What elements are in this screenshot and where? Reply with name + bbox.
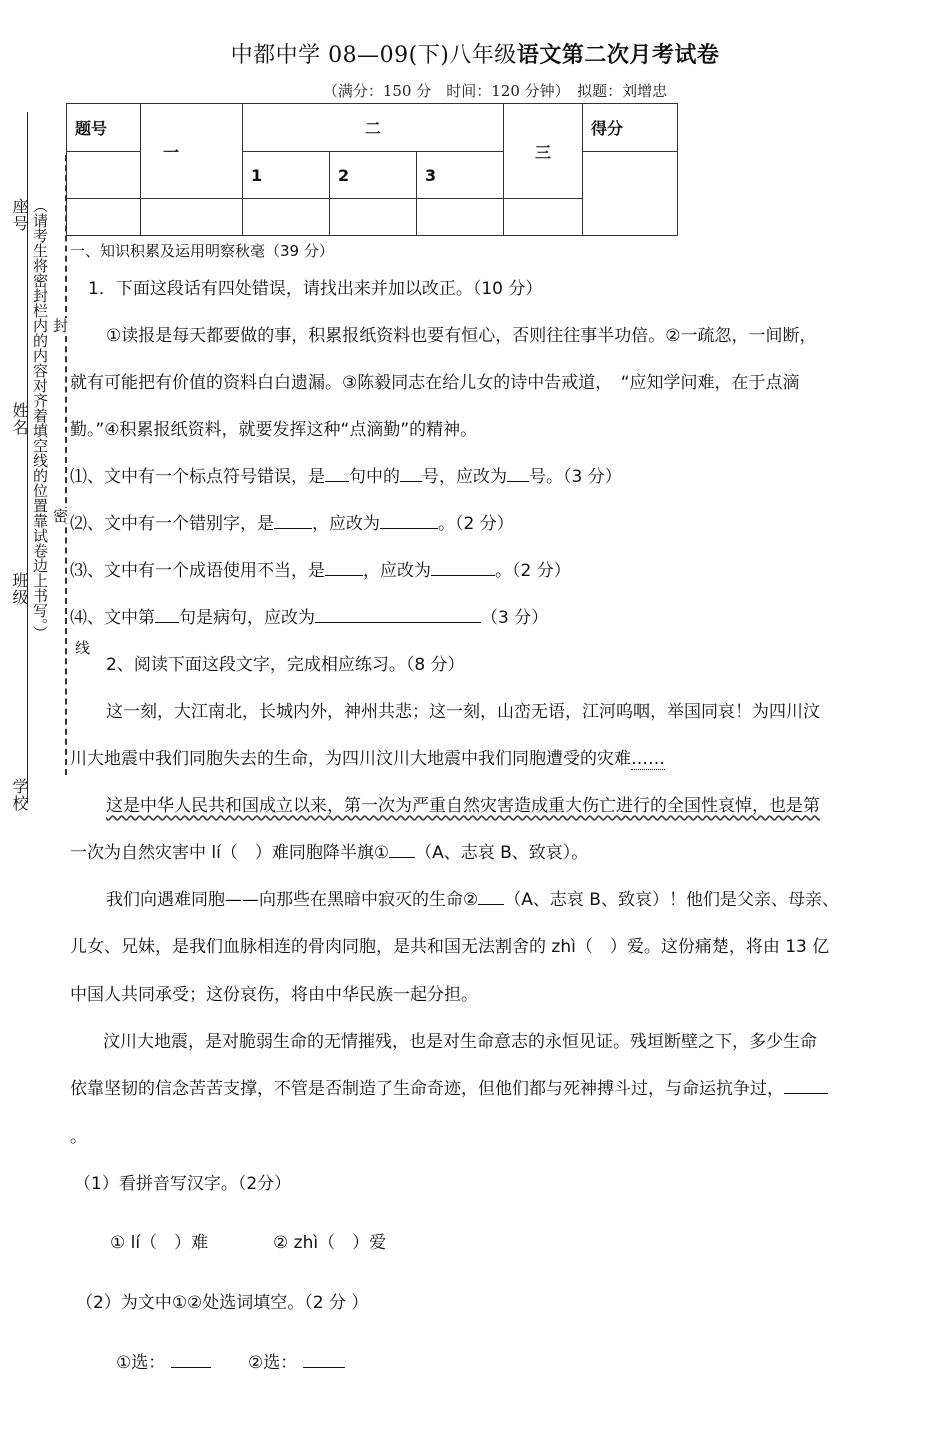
seal-dashed-line bbox=[65, 155, 68, 775]
reading-line: 。 bbox=[70, 1127, 87, 1147]
answer-blank[interactable] bbox=[507, 464, 529, 482]
answer-blank[interactable] bbox=[784, 1076, 828, 1094]
score-sub-1: 1 bbox=[243, 152, 330, 199]
sub1-text: ⑴、文中有一个标点符号错误，是 bbox=[70, 467, 325, 487]
reading-line: 汶川大地震，是对脆弱生命的无情摧残，也是对生命意志的永恒见证。残垣断壁之下，多少生命 bbox=[103, 1032, 817, 1052]
score-header-part1: 一 bbox=[141, 104, 243, 199]
sub2-text: ⑵、文中有一个错别字，是 bbox=[70, 514, 274, 534]
score-table bbox=[66, 103, 678, 236]
binding-instruction: （请考生将密封栏内的内容对齐着填空线的位置靠试卷边上书写。） bbox=[31, 198, 49, 641]
school-label: 学校 bbox=[10, 778, 29, 812]
sub4-text: ⑷、文中第 bbox=[70, 608, 155, 628]
answer-blank[interactable] bbox=[325, 558, 363, 576]
seal-char-feng: 封 bbox=[51, 318, 69, 333]
choice-label: ①选： bbox=[116, 1353, 166, 1373]
passage-line: ①读报是每天都要做的事，积累报纸资料也要有恒心，否则往往事半功倍。②一疏忽，一间断， bbox=[106, 326, 817, 346]
answer-blank[interactable] bbox=[478, 887, 504, 905]
score-header-part2: 二 bbox=[243, 104, 504, 152]
seat-label: 座号 bbox=[10, 198, 29, 232]
reading-text: 这是中华人民共和国成立以来，第一次为严重自然灾害造成重大伤亡进行的全国性哀悼，也是第 bbox=[106, 796, 820, 816]
score-cell[interactable] bbox=[504, 199, 583, 236]
seal-char-xian: 线 bbox=[73, 640, 91, 655]
answer-blank[interactable] bbox=[171, 1350, 211, 1368]
answer-blank[interactable] bbox=[431, 558, 495, 576]
sub4-text: （3 分） bbox=[481, 608, 549, 628]
score-sub-3: 3 bbox=[417, 152, 504, 199]
choice-label: ②选： bbox=[248, 1353, 298, 1373]
reading-line bbox=[70, 1074, 828, 1099]
name-label: 姓名 bbox=[10, 402, 29, 436]
reading-line: 儿女、兄妹，是我们血脉相连的骨肉同胞，是共和国无法割舍的 zhì（ ）爱。这份痛楚，将由 13 亿 bbox=[70, 937, 830, 957]
score-header-part3: 三 bbox=[504, 104, 583, 199]
exam-title-bold: 语文第二次月考试卷 bbox=[516, 42, 720, 68]
passage-line: 勤。”④积累报纸资料，就要发挥这种“点滴勤”的精神。 bbox=[70, 420, 478, 440]
score-cell[interactable] bbox=[417, 199, 504, 236]
answer-blank[interactable] bbox=[400, 464, 422, 482]
question-2-sub1-stem: （1）看拼音写汉字。（2分） bbox=[74, 1174, 292, 1194]
question-1-sub1 bbox=[70, 462, 622, 487]
answer-blank[interactable] bbox=[303, 1350, 345, 1368]
question-2-stem: 2、阅读下面这段文字，完成相应练习。（8 分） bbox=[106, 655, 465, 675]
exam-title-plain: 中都中学 08—09(下)八年级 bbox=[230, 43, 517, 68]
exam-subtitle: （满分：150 分 时间：120 分钟） 拟题：刘增忠 bbox=[322, 82, 668, 100]
sub2-text: ，应改为 bbox=[312, 514, 380, 534]
score-cell[interactable] bbox=[141, 199, 243, 236]
score-sub-2: 2 bbox=[330, 152, 417, 199]
answer-blank[interactable] bbox=[315, 605, 481, 623]
reading-line bbox=[106, 791, 820, 816]
score-header-label: 题号 bbox=[67, 104, 141, 152]
score-cell[interactable] bbox=[243, 199, 330, 236]
sub3-text: 。（2 分） bbox=[495, 561, 571, 581]
question-1-sub2 bbox=[70, 509, 514, 534]
question-2-sub2-stem: （2）为文中①②处选词填空。（2 分 ） bbox=[76, 1293, 369, 1313]
question-1-sub4 bbox=[70, 603, 548, 628]
sub1-text: 句中的 bbox=[349, 467, 400, 487]
reading-text: （A、志哀 B、致哀）！他们是父亲、母亲、 bbox=[504, 890, 839, 910]
sub3-text: ⑶、文中有一个成语使用不当，是 bbox=[70, 561, 325, 581]
section-1-heading: 一、知识积累及运用明察秋毫（39 分） bbox=[70, 242, 334, 260]
sub1-text: 号。（3 分） bbox=[529, 467, 622, 487]
score-total-cell[interactable] bbox=[583, 152, 678, 236]
reading-ellipsis: …… bbox=[631, 749, 665, 769]
class-label: 班级 bbox=[10, 572, 29, 606]
pinyin-item-a: ① lí（ ）难 bbox=[110, 1233, 209, 1253]
passage-line: 就有可能把有价值的资料白白遗漏。③陈毅同志在给儿女的诗中告戒道， “应知学问难，在于点滴 bbox=[70, 373, 800, 393]
sub4-text: 句是病句，应改为 bbox=[179, 608, 315, 628]
reading-text: 依靠坚韧的信念苦苦支撑，不管是否制造了生命奇迹，但他们都与死神搏斗过，与命运抗争过， bbox=[70, 1079, 784, 1099]
answer-blank[interactable] bbox=[389, 840, 415, 858]
question-1-sub3 bbox=[70, 556, 571, 581]
answer-blank[interactable] bbox=[155, 605, 179, 623]
reading-line bbox=[106, 885, 839, 910]
pinyin-item-b: ② zhì（ ）爱 bbox=[273, 1233, 387, 1253]
reading-text: 我们向遇难同胞——向那些在黑暗中寂灭的生命② bbox=[106, 890, 479, 910]
answer-blank[interactable] bbox=[325, 464, 349, 482]
answer-blank[interactable] bbox=[380, 511, 438, 529]
reading-text: （A、志哀 B、致哀）。 bbox=[415, 843, 589, 863]
reading-line: 这一刻，大江南北，长城内外，神州共悲；这一刻，山峦无语，江河呜咽，举国同哀！为四川汶 bbox=[106, 702, 820, 722]
reading-line: 中国人共同承受；这份哀伤，将由中华民族一起分担。 bbox=[70, 985, 478, 1005]
score-cell[interactable] bbox=[67, 199, 141, 236]
score-cell[interactable] bbox=[330, 199, 417, 236]
score-empty-cell bbox=[67, 152, 141, 199]
seal-char-mi: 密 bbox=[51, 508, 69, 523]
reading-line bbox=[70, 744, 665, 769]
reading-line bbox=[70, 838, 588, 863]
exam-title bbox=[0, 38, 950, 69]
score-header-total: 得分 bbox=[583, 104, 678, 152]
reading-text: 一次为自然灾害中 lí（ ）难同胞降半旗① bbox=[70, 843, 390, 863]
choice-item-b bbox=[248, 1348, 345, 1373]
question-1-stem: 1．下面这段话有四处错误，请找出来并加以改正。（10 分） bbox=[88, 279, 543, 299]
sub1-text: 号，应改为 bbox=[422, 467, 507, 487]
sub3-text: ，应改为 bbox=[363, 561, 431, 581]
answer-blank[interactable] bbox=[274, 511, 312, 529]
sub2-text: 。（2 分） bbox=[438, 514, 514, 534]
reading-text: 川大地震中我们同胞失去的生命，为四川汶川大地震中我们同胞遭受的灾难 bbox=[70, 749, 631, 769]
choice-item-a bbox=[116, 1348, 211, 1373]
